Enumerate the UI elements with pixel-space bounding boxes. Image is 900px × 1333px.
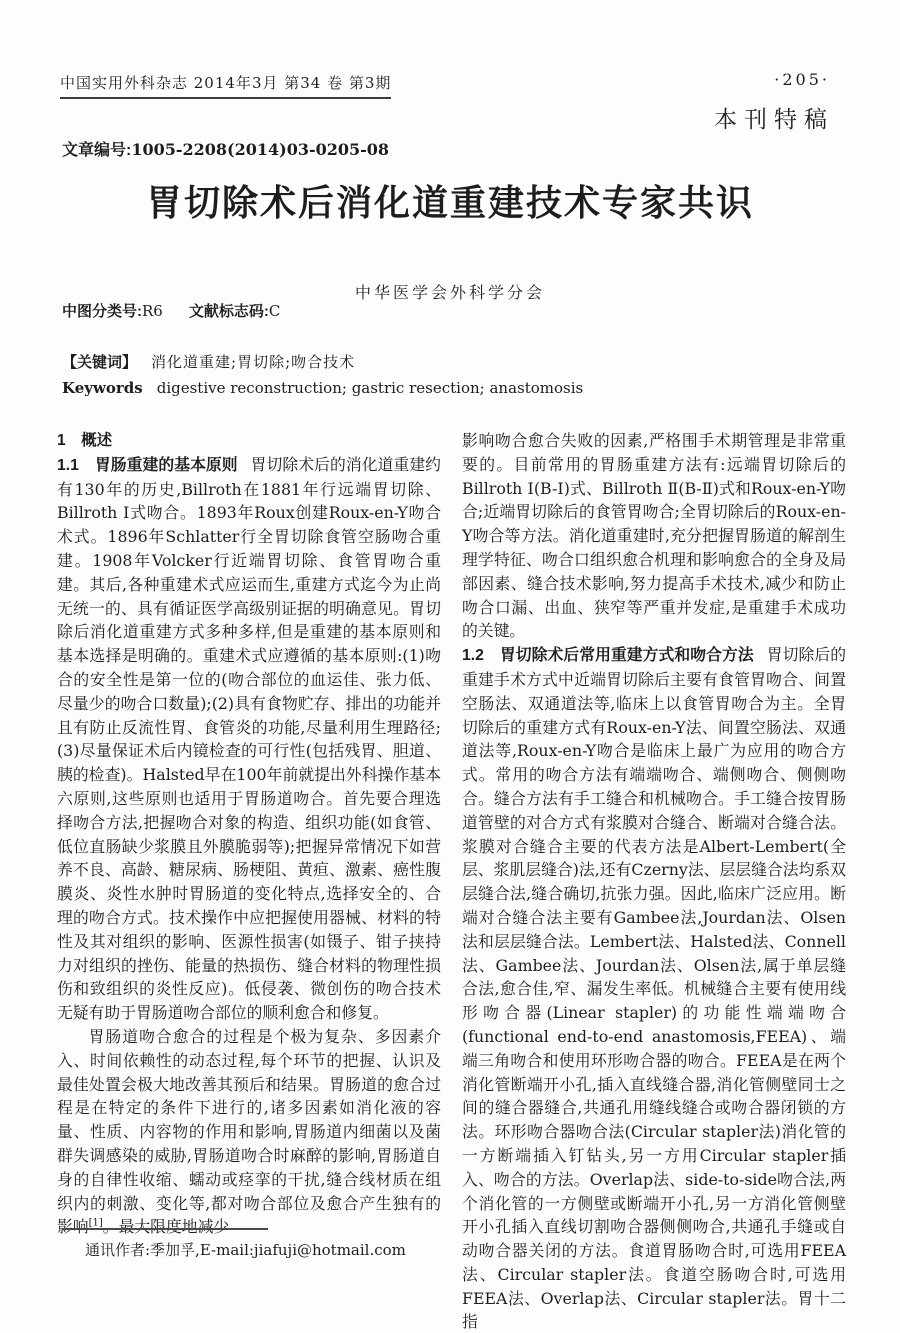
section-heading: 1 概述 xyxy=(57,432,113,449)
page-number: ·205· xyxy=(774,70,830,89)
paragraph-lead: 1.2 胃切除术后常用重建方式和吻合方法 xyxy=(462,647,754,665)
keywords-en-line xyxy=(62,379,583,397)
article-title: 胃切除术后消化道重建技术专家共识 xyxy=(145,182,754,224)
right-column xyxy=(462,429,846,1333)
article-id-value: 1005-2208(2014)03-0205-08 xyxy=(131,140,390,159)
citation-superscript: [1] xyxy=(88,1218,103,1230)
left-column xyxy=(57,429,441,1333)
doc-code-label: 文献标志码: xyxy=(188,303,269,320)
article-id-label: 文章编号: xyxy=(62,142,132,159)
keywords-en-text: digestive reconstruction; gastric resection; anastomosis xyxy=(156,379,584,397)
clc-line xyxy=(62,300,280,321)
clc-label: 中图分类号: xyxy=(62,303,142,320)
body-paragraph: 胃肠道吻合愈合的过程是个极为复杂、多因素介入、时间依赖性的动态过程,每个环节的把握、认识及最佳处置会极大地改善其预后和结果。胃肠道的愈合过程是在特定的条件下进行的,诸多因素如消化液的容量、性质、内容物的作用和影响,胃肠道内细菌以及菌群失调感染的威胁,胃肠道吻合时麻醉的影响,胃肠道自身的自律性收缩、蠕动或痉挛的干扰,缝合线材质在组织内的刺激、变化等,都对吻合部位及愈合产生独有的影响[1]。最大限度地减少 xyxy=(57,1026,441,1237)
journal-title-line: 中国实用外科杂志 2014年3月 第34 卷 第3期 xyxy=(60,72,391,99)
keywords-cn-text: 消化道重建;胃切除;吻合技术 xyxy=(151,353,356,371)
column-tag: 本刊特稿 xyxy=(714,107,834,133)
article-id-line xyxy=(62,137,389,160)
keywords-en-label: Keywords xyxy=(62,379,143,397)
paragraph-lead: 1.1 胃肠重建的基本原则 xyxy=(57,456,238,474)
clc-value: R6 xyxy=(142,302,163,320)
keywords-cn-line xyxy=(62,351,355,372)
doc-code-value: C xyxy=(268,302,281,320)
body-paragraph: 1.1 胃肠重建的基本原则 胃切除术后的消化道重建约有130年的历史,Billroth在1881年行远端胃切除、Billroth Ⅰ式吻合。1893年Roux创建Roux-en-Y吻合术式。1896年Schlatter行全胃切除食管空肠吻合重建。1908年Volcker行近端胃切除、食管胃吻合重建。其后,各种重建术式应运而生,重建方式迄今为止尚无统一的、具有循证医学高级别证据的明确意见。胃切除后消化道重建方式多种多样,但是重建的基本原则和基本选择是明确的。重建术式应遵循的基本原则:(1)吻合的安全性是第一位的(吻合部位的血运佳、张力低、尽量少的吻合口数量);(2)具有食物贮存、排出的功能并且有防止反流性胃、食管炎的功能,尽量利用生理路径;(3)尽量保证术后内镜检查的可行性(包括残胃、胆道、胰的检查)。Halsted早在100年前就提出外科操作基本六原则,这些原则也适用于胃肠道吻合。首先要合理选择吻合方法,把握吻合对象的构造、组织功能(如食管、低位直肠缺少浆膜且外膜脆弱等);把握异常情况下如营养不良、高龄、糖尿病、肠梗阻、黄疸、激素、癌性腹膜炎、炎性水肿时胃肠道的变化特点,选择安全的、合理的吻合方式。技术操作中应把握使用器械、材料的特性及其对组织的影响、医源性损害(如镊子、钳子挟持力对组织的挫伤、能量的热损伤、缝合材料的物理性损伤和致组织的炎性反应)。低侵袭、微创伤的吻合技术无疑有助于胃肠道吻合部位的顺利愈合和修复。 xyxy=(57,454,441,1023)
footnote-divider xyxy=(62,1228,268,1230)
article-body xyxy=(57,429,846,1333)
corresponding-author-footnote: 通讯作者:季加孚,E-mail:jiafuji@hotmail.com xyxy=(85,1241,406,1259)
body-paragraph: 影响吻合愈合失败的因素,严格围手术期管理是非常重要的。目前常用的胃肠重建方法有:远端胃切除后的Billroth Ⅰ(B-Ⅰ)式、Billroth Ⅱ(B-Ⅱ)式和Roux-en-Y吻合;近端胃切除后的食管胃吻合;全胃切除后的Roux-en-Y吻合等方法。消化道重建时,充分把握胃肠道的解剖生理学特征、吻合口组织愈合机理和影响愈合的全身及局部因素、缝合技术影响,努力提高手术技术,减少和防止吻合口漏、出血、狭窄等严重并发症,是重建手术成功的关键。 xyxy=(462,431,846,641)
keywords-cn-label: 【关键词】 xyxy=(62,354,138,371)
body-paragraph: 1.2 胃切除术后常用重建方式和吻合方法 胃切除后的重建手术方式中近端胃切除后主要有食管胃吻合、间置空肠法、双通道法等,临床上以食管胃吻合为主。全胃切除后的重建方式有Roux-en-Y法、间置空肠法、双通道法等,Roux-en-Y吻合是临床上最广为应用的吻合方式。常用的吻合方法有端端吻合、端侧吻合、侧侧吻合。缝合方法有手工缝合和机械吻合。手工缝合按胃肠道管壁的对合方式有浆膜对合缝合、断端对合缝合法。浆膜对合缝合主要的代表方法是Albert-Lembert(全层、浆肌层缝合)法,还有Czerny法、层层缝合法均系双层缝合法,缝合确切,抗张力强。因此,临床广泛应用。断端对合缝合法主要有Gambee法,Jourdan法、Olsen法和层层缝合法。Lembert法、Halsted法、Connell法、Gambee法、Jourdan法、Olsen法,属于单层缝合法,愈合佳,窄、漏发生率低。机械缝合主要有使用线形吻合器(Linear stapler)的功能性端端吻合(functional end-to-end anastomosis,FEEA)、端端三角吻合和使用环形吻合器的吻合。FEEA是在两个消化管断端开小孔,插入直线缝合器,消化管侧壁同士之间的缝合器缝合,共通孔用缝线缝合或吻合器闭锁的方法。环形吻合器吻合法(Circular stapler法)消化管的一方断端插入钉钻头,另一方用Circular stapler插入、吻合的方法。Overlap法、side-to-side吻合法,两个消化管的一方侧壁或断端开小孔,另一方消化管侧壁开小孔插入直线切割吻合器侧侧吻合,共通孔手缝或自动吻合器关闭的方法。食道胃肠吻合时,可选用FEEA法、Circular stapler法。食道空肠吻合时,可选用FEEA法、Overlap法、Circular stapler法。胃十二指 xyxy=(462,645,846,1332)
article-author: 中华医学会外科学分会 xyxy=(354,283,545,302)
